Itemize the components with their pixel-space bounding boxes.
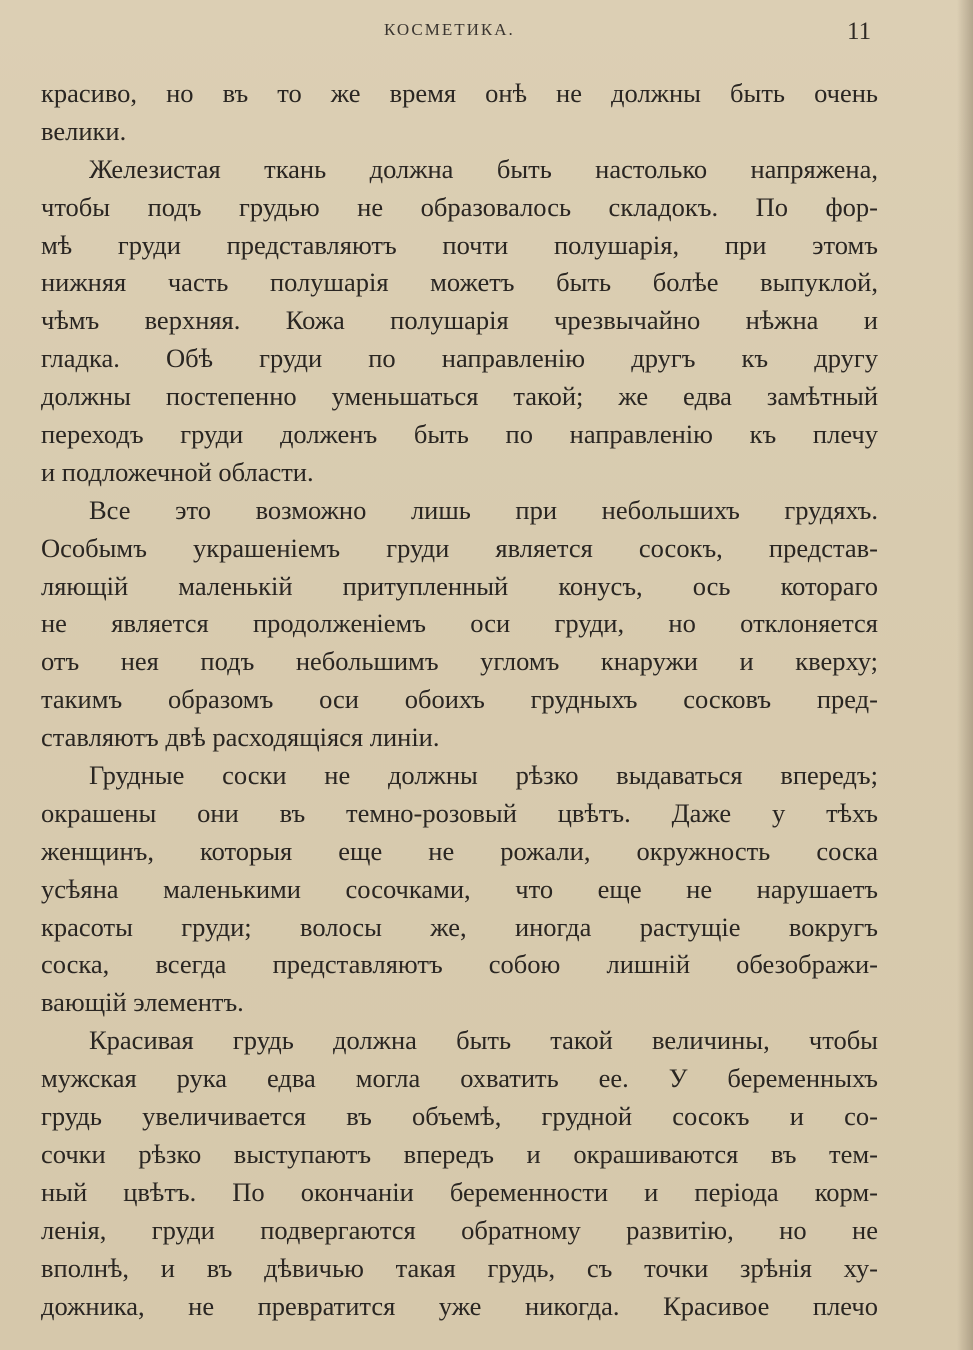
text-line: Все это возможно лишь при небольшихъ грудяхъ.	[89, 494, 878, 525]
text-line: ный цвѣтъ. По окончаніи беременности и періода корм-	[41, 1176, 878, 1207]
text-line: не является продолженіемъ оси груди, но отклоняется	[41, 608, 878, 639]
text-line: грудь увеличивается въ объемѣ, грудной сосокъ и со-	[41, 1101, 878, 1132]
page-number: 11	[847, 18, 872, 45]
text-line: Особымъ украшеніемъ груди является сосокъ, представ-	[41, 532, 878, 563]
text-line: мѣ груди представляютъ почти полушарія, при этомъ	[41, 229, 878, 260]
text-line: чѣмъ верхняя. Кожа полушарія чрезвычайно нѣжна и	[41, 305, 878, 336]
text-line: окрашены они въ темно-розовый цвѣтъ. Даже у тѣхъ	[41, 797, 878, 828]
text-line: велики.	[41, 115, 127, 146]
text-line: красоты груди; волосы же, иногда растущіе вокругъ	[41, 911, 878, 942]
text-line: Грудные соски не должны рѣзко выдаваться впередъ;	[89, 760, 878, 791]
text-line: усѣяна маленькими сосочками, что еще не нарушаетъ	[41, 873, 878, 904]
text-line: красиво, но въ то же время онѣ не должны быть очень	[41, 78, 878, 108]
text-line: гладка. Обѣ груди по направленію другъ къ другу	[41, 343, 878, 374]
text-line: отъ нея подъ небольшимъ угломъ кнаружи и кверху;	[41, 646, 878, 677]
body-text	[41, 75, 878, 1325]
text-line: чтобы подъ грудью не образовалось складокъ. По фор-	[41, 191, 878, 222]
text-line: нижняя часть полушарія можетъ быть болѣе выпуклой,	[41, 267, 878, 298]
text-line: ляющій маленькій притупленный конусъ, ось котораго	[41, 570, 878, 601]
text-line: переходъ груди долженъ быть по направленію къ плечу	[41, 419, 878, 450]
running-title: КОСМЕТИКА.	[384, 20, 515, 39]
text-line: Красивая грудь должна быть такой величины, чтобы	[89, 1025, 878, 1056]
page-header	[0, 18, 973, 48]
text-line: женщинъ, которыя еще не рожали, окружность соска	[41, 835, 878, 866]
text-line: и подложечной области.	[41, 456, 314, 487]
text-line: вающій элементъ.	[41, 987, 244, 1018]
text-line: ставляютъ двѣ расходящіяся линіи.	[41, 722, 440, 753]
text-line: должны постепенно уменьшаться такой; же едва замѣтный	[41, 381, 878, 412]
text-line: дожника, не превратится уже никогда. Красивое плечо	[41, 1290, 878, 1321]
text-line: мужская рука едва могла охватить ее. У беременныхъ	[41, 1063, 878, 1094]
text-line: вполнѣ, и въ дѣвичью такая грудь, съ точки зрѣнія ху-	[41, 1252, 878, 1283]
text-line: Железистая ткань должна быть настолько напряжена,	[89, 153, 878, 184]
page-edge-shadow	[957, 0, 973, 1350]
text-line: соска, всегда представляютъ собою лишній обезображи-	[41, 949, 878, 980]
text-line: ленія, груди подвергаются обратному развитію, но не	[41, 1214, 878, 1245]
text-line: сочки рѣзко выступаютъ впередъ и окрашиваются въ тем-	[41, 1138, 878, 1169]
text-line: такимъ образомъ оси обоихъ грудныхъ сосковъ пред-	[41, 684, 878, 715]
